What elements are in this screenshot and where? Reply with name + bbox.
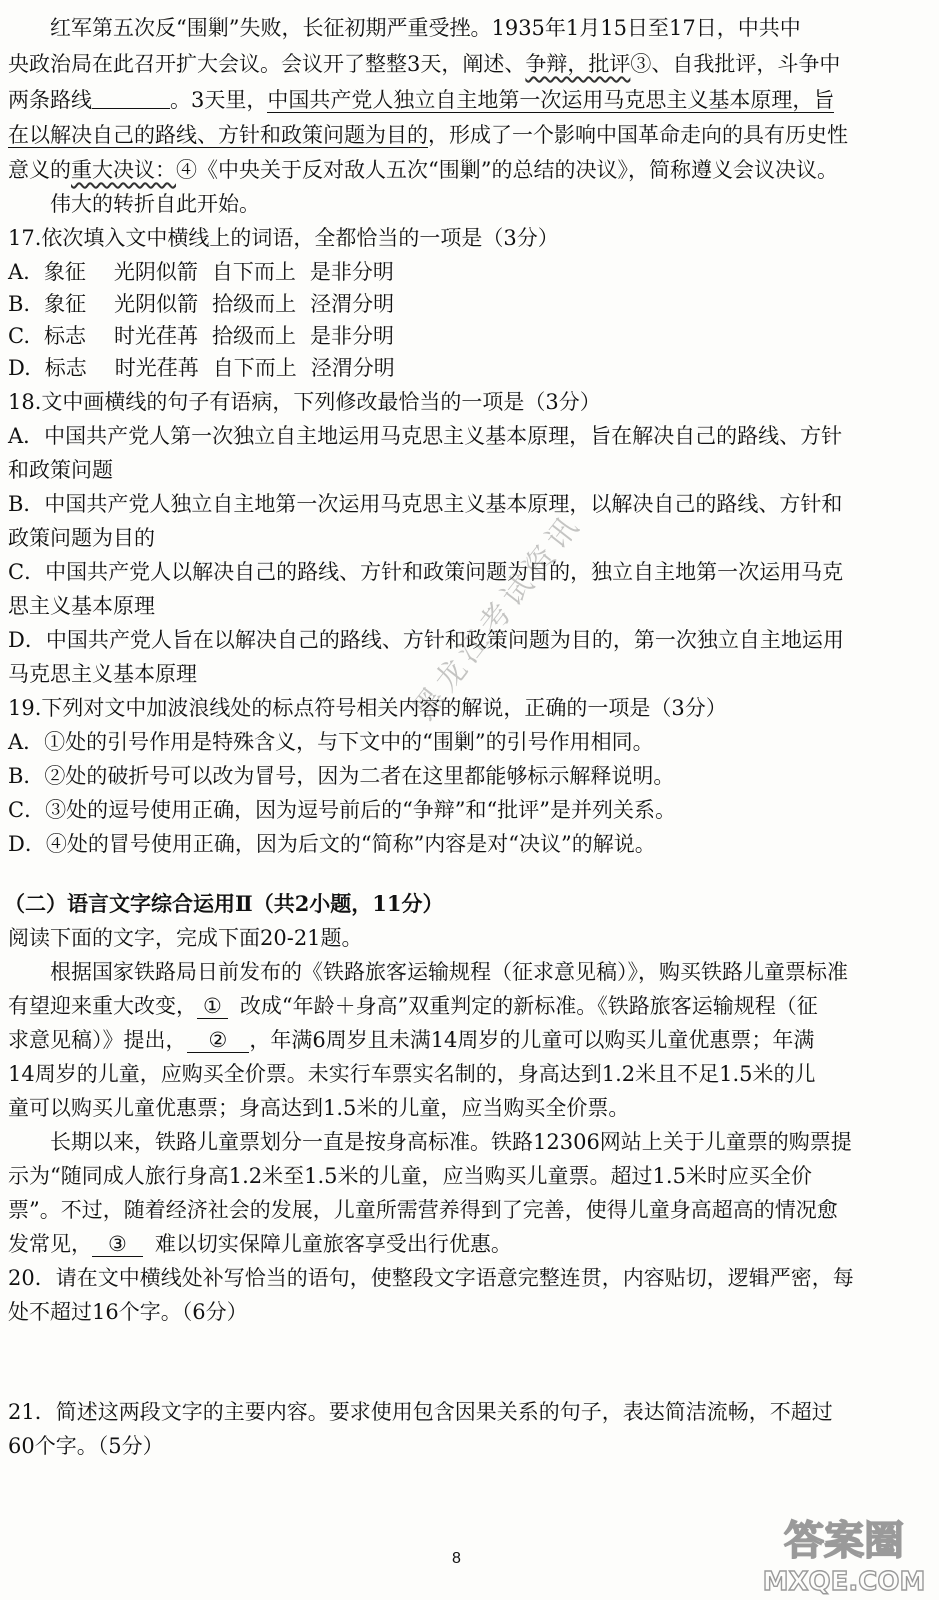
question-20-stem: 20．请在文中横线处补写恰当的语句，使整段文字语意完整连贯，内容贴切，逻辑严密，每 bbox=[8, 1266, 854, 1290]
site-logo-icon bbox=[756, 1506, 932, 1596]
q18-option-a: A．中国共产党人第一次独立自主地运用马克思主义基本原理，旨在解决自己的路线、方针 bbox=[8, 424, 843, 448]
q18-option-b-cont: 政策问题为目的 bbox=[8, 526, 155, 550]
q18-option-d-cont: 马克思主义基本原理 bbox=[8, 662, 197, 686]
logo-bottom-text: MXQE.COM bbox=[762, 1567, 926, 1596]
passage2-line: 发常见， ③ 难以切实保障儿童旅客享受出行优惠。 bbox=[8, 1232, 512, 1256]
question-17-stem: 17.依次填入文中横线上的词语，全都恰当的一项是（3分） bbox=[8, 226, 559, 250]
passage2-line: 示为“随同成人旅行身高1.2米至1.5米的儿童，应当购买儿童票。超过1.5米时应买全价 bbox=[8, 1164, 812, 1188]
fill-blank bbox=[92, 88, 170, 109]
passage-line: 央政治局在此召开扩大会议。会议开了整整3天，阐述、争辩，批评③、自我批评，斗争中 bbox=[8, 52, 841, 76]
watermark: 黑龙江考试资讯 bbox=[406, 506, 590, 727]
passage-line: 红军第五次反“围剿”失败，长征初期严重受挫。1935年1月15日至17日，中共中 bbox=[50, 16, 801, 40]
passage-line: 在以解决自己的路线、方针和政策问题为目的，形成了一个影响中国革命走向的具有历史性 bbox=[8, 123, 848, 147]
question-21-stem-cont: 60个字。（5分） bbox=[8, 1434, 164, 1458]
q17-option-d: D. 标志 时光荏苒 自下而上 泾渭分明 bbox=[8, 356, 395, 380]
q17-option-a: A. 象征 光阴似箭 自下而上 是非分明 bbox=[8, 260, 394, 284]
passage-line: 两条路线 。3天里，中国共产党人独立自主地第一次运用马克思主义基本原理，旨 bbox=[8, 88, 835, 112]
q19-option-b: B．②处的破折号可以改为冒号，因为二者在这里都能够标示解释说明。 bbox=[8, 764, 675, 788]
blank-marker-3: ③ bbox=[92, 1232, 143, 1257]
question-20-stem-cont: 处不超过16个字。（6分） bbox=[8, 1300, 248, 1324]
logo-top-text: 答案圈 bbox=[784, 1518, 904, 1564]
passage2-line: 有望迎来重大改变， ① 改成“年龄＋身高”双重判定的新标准。《铁路旅客运输规程（征 bbox=[8, 994, 818, 1018]
q17-option-c: C. 标志 时光荏苒 拾级而上 是非分明 bbox=[8, 324, 394, 348]
q19-option-a: A．①处的引号作用是特殊含义，与下文中的“围剿”的引号作用相同。 bbox=[8, 730, 654, 754]
passage2-line: 14周岁的儿童，应购买全价票。未实行车票实名制的，身高达到1.2米且不足1.5米的儿 bbox=[8, 1062, 816, 1086]
question-21-stem: 21．简述这两段文字的主要内容。要求使用包含因果关系的句子，表达简洁流畅，不超过 bbox=[8, 1400, 833, 1424]
q18-option-c: C．中国共产党人以解决自己的路线、方针和政策问题为目的，独立自主地第一次运用马克 bbox=[8, 560, 844, 584]
question-19-stem: 19.下列对文中加波浪线处的标点符号相关内容的解说，正确的一项是（3分） bbox=[8, 696, 727, 720]
section-intro: 阅读下面的文字，完成下面20-21题。 bbox=[8, 926, 363, 950]
q18-option-c-cont: 思主义基本原理 bbox=[8, 594, 155, 618]
passage-line: 意义的重大决议：④《中央关于反对敌人五次“围剿”的总结的决议》，简称遵义会议决议。 bbox=[8, 158, 838, 182]
q19-option-c: C．③处的逗号使用正确，因为逗号前后的“争辩”和“批评”是并列关系。 bbox=[8, 798, 677, 822]
passage2-line: 长期以来，铁路儿童票划分一直是按身高标准。铁路12306网站上关于儿童票的购票提 bbox=[50, 1130, 852, 1154]
blank-marker-2: ② bbox=[187, 1028, 250, 1053]
q18-option-a-cont: 和政策问题 bbox=[8, 458, 113, 482]
passage2-line: 票”。不过，随着经济社会的发展，儿童所需营养得到了完善，使得儿童身高超高的情况愈 bbox=[8, 1198, 838, 1222]
passage-line: 伟大的转折自此开始。 bbox=[50, 192, 260, 216]
blank-marker-1: ① bbox=[197, 994, 228, 1019]
q18-option-b: B．中国共产党人独立自主地第一次运用马克思主义基本原理，以解决自己的路线、方针和 bbox=[8, 492, 843, 516]
passage2-line: 求意见稿）》提出， ② ，年满6周岁且未满14周岁的儿童可以购买儿童优惠票；年满 bbox=[8, 1028, 815, 1052]
question-18-stem: 18.文中画横线的句子有语病，下列修改最恰当的一项是（3分） bbox=[8, 390, 601, 414]
passage2-line: 根据国家铁路局日前发布的《铁路旅客运输规程（征求意见稿）》，购买铁路儿童票标准 bbox=[50, 960, 848, 984]
page-number: 8 bbox=[452, 1550, 461, 1567]
section-title: （二）语言文字综合运用Ⅱ（共2小题，11分） bbox=[4, 891, 444, 916]
q19-option-d: D．④处的冒号使用正确，因为后文的“简称”内容是对“决议”的解说。 bbox=[8, 832, 656, 856]
passage2-line: 童可以购买儿童优惠票；身高达到1.5米的儿童，应当购买全价票。 bbox=[8, 1096, 630, 1120]
q18-option-d: D．中国共产党人旨在以解决自己的路线、方针和政策问题为目的，第一次独立自主地运用 bbox=[8, 628, 844, 652]
q17-option-b: B. 象征 光阴似箭 拾级而上 泾渭分明 bbox=[8, 292, 395, 316]
